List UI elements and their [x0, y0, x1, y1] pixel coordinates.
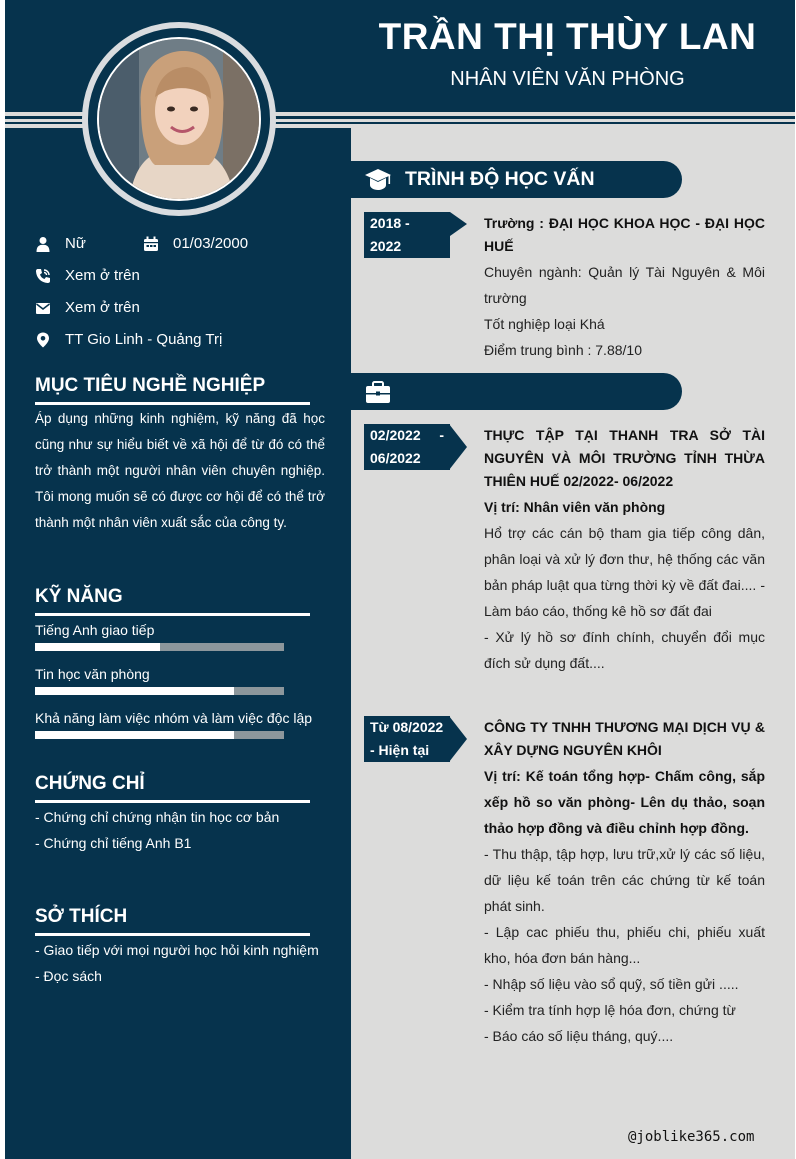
avatar-frame: [82, 22, 276, 216]
job-date: [364, 424, 450, 470]
skill-bar: [35, 643, 284, 651]
skill-label: Khả năng làm việc nhóm và làm việc độc lập: [35, 710, 313, 726]
briefcase-icon: [364, 379, 392, 405]
objective-text: Áp dụng những kinh nghiệm, kỹ năng đã học cũng như sự hiểu biết về xã hội để từ đó có thể trở thành một người nhân viên chuyên nghiệp. Tôi mong muốn sẽ có được cơ hội để có thể trở thành một nhân viên xuất sắc của công ty.: [35, 411, 325, 530]
gender-text: Nữ: [65, 235, 86, 252]
experience-header: [351, 373, 682, 410]
certificates-title: CHỨNG CHỈ: [35, 773, 145, 794]
skills-title: KỸ NĂNG: [35, 586, 123, 607]
education-major: Chuyên ngành: Quản lý Tài Nguyên & Môi trường: [484, 264, 765, 306]
job-position: Vị trí: Kế toán tổng hợp- Chấm công, sắp xếp hồ so văn phòng- Lên dụ thảo, soạn thảo hợp đồng và điều chỉnh hợp đồng.: [484, 768, 765, 836]
section-divider: [35, 613, 310, 616]
email-text: Xem ở trên: [65, 299, 140, 316]
job-duty: - Báo cáo số liệu tháng, quý....: [484, 1028, 674, 1044]
skill-label: Tiếng Anh giao tiếp: [35, 622, 155, 638]
tag-arrow: [450, 212, 467, 236]
graduation-cap-icon: [364, 167, 392, 193]
skill-bar: [35, 731, 284, 739]
candidate-role: NHÂN VIÊN VĂN PHÒNG: [450, 68, 685, 90]
job-date-tag: [364, 424, 450, 470]
section-divider: [35, 933, 310, 936]
education-gpa: Điểm trung bình : 7.88/10: [484, 342, 642, 358]
hobby-item: - Giao tiếp với mọi người học hỏi kinh nghiệm: [35, 942, 319, 958]
job-duty: - Kiểm tra tính hợp lệ hóa đơn, chứng từ: [484, 1002, 736, 1018]
section-divider: [35, 402, 310, 405]
education-school: Trường : ĐẠI HỌC KHOA HỌC - ĐẠI HỌC HUẾ: [484, 215, 765, 254]
address-text: TT Gio Linh - Quảng Trị: [65, 331, 223, 348]
calendar-icon: [143, 236, 159, 252]
job-duty: - Lập cac phiếu thu, phiếu chi, phiếu xuất kho, hóa đơn bán hàng...: [484, 924, 765, 966]
footer-watermark: @joblike365.com: [628, 1129, 755, 1145]
envelope-icon: [35, 300, 51, 316]
education-date: 2018 - 2022: [364, 212, 450, 258]
job-date-tag: [364, 716, 450, 762]
job-duty: Hổ trợ các cán bộ tham gia tiếp công dân, phân loại và xử lý đơn thư, hệ thống các văn bản pháp luật qua từng thời kỳ về đất đai.... - Làm báo cáo, thống kê hồ sơ đất đai: [484, 525, 765, 619]
location-pin-icon: [35, 332, 51, 348]
phone-text: Xem ở trên: [65, 267, 140, 284]
objective-title: MỤC TIÊU NGHỀ NGHIỆP: [35, 375, 266, 396]
education-grade: Tốt nghiệp loại Khá: [484, 316, 605, 332]
avatar: [97, 37, 261, 201]
candidate-name: TRẦN THỊ THÙY LAN: [378, 16, 757, 57]
job-position: Vị trí: Nhân viên văn phòng: [484, 499, 666, 515]
education-date-tag: [364, 212, 450, 258]
job-date-end: - Hiện tại: [370, 742, 430, 758]
hobby-item: - Đọc sách: [35, 968, 102, 984]
job-date-end: 06/2022: [370, 450, 421, 466]
certificate-item: - Chứng chỉ tiếng Anh B1: [35, 835, 192, 851]
job-company: CÔNG TY TNHH THƯƠNG MẠI DỊCH VỤ & XÂY DỰNG NGUYÊN KHÔI: [484, 719, 765, 758]
section-divider: [35, 800, 310, 803]
phone-icon: [35, 268, 51, 284]
job-date-start: Từ 08/2022: [370, 719, 444, 735]
skill-bar-fill: [35, 643, 160, 651]
avatar-photo: [99, 39, 261, 201]
resume-page: [5, 0, 795, 1159]
education-title: TRÌNH ĐỘ HỌC VẤN: [405, 168, 595, 190]
tag-arrow: [449, 716, 467, 762]
hobbies-title: SỞ THÍCH: [35, 906, 128, 927]
skill-label: Tin học văn phòng: [35, 666, 150, 682]
job-date: [364, 716, 450, 762]
job-company: THỰC TẬP TẠI THANH TRA SỞ TÀI NGUYÊN VÀ MÔI TRƯỜNG TỈNH THỪA THIÊN HUẾ 02/2022- 06/2022: [484, 427, 765, 489]
job-date-start: 02/2022 -: [370, 427, 444, 443]
birthday-text: 01/03/2000: [173, 235, 249, 252]
tag-arrow: [449, 424, 467, 470]
skill-bar-fill: [35, 731, 234, 739]
job-duty: - Xử lý hồ sơ đính chính, chuyển đổi mục đích sử dụng đất....: [484, 629, 765, 671]
skill-bar: [35, 687, 284, 695]
job-duty: - Nhập số liệu vào sổ quỹ, số tiền gửi .....: [484, 976, 739, 992]
job-duty: - Thu thập, tập hợp, lưu trữ,xử lý các số liệu, dữ liệu kế toán trên các chứng từ kế toán phát sinh.: [484, 846, 765, 914]
education-header: [351, 161, 682, 198]
user-icon: [35, 236, 51, 252]
skill-bar-fill: [35, 687, 234, 695]
certificate-item: - Chứng chỉ chứng nhận tin học cơ bản: [35, 809, 280, 825]
